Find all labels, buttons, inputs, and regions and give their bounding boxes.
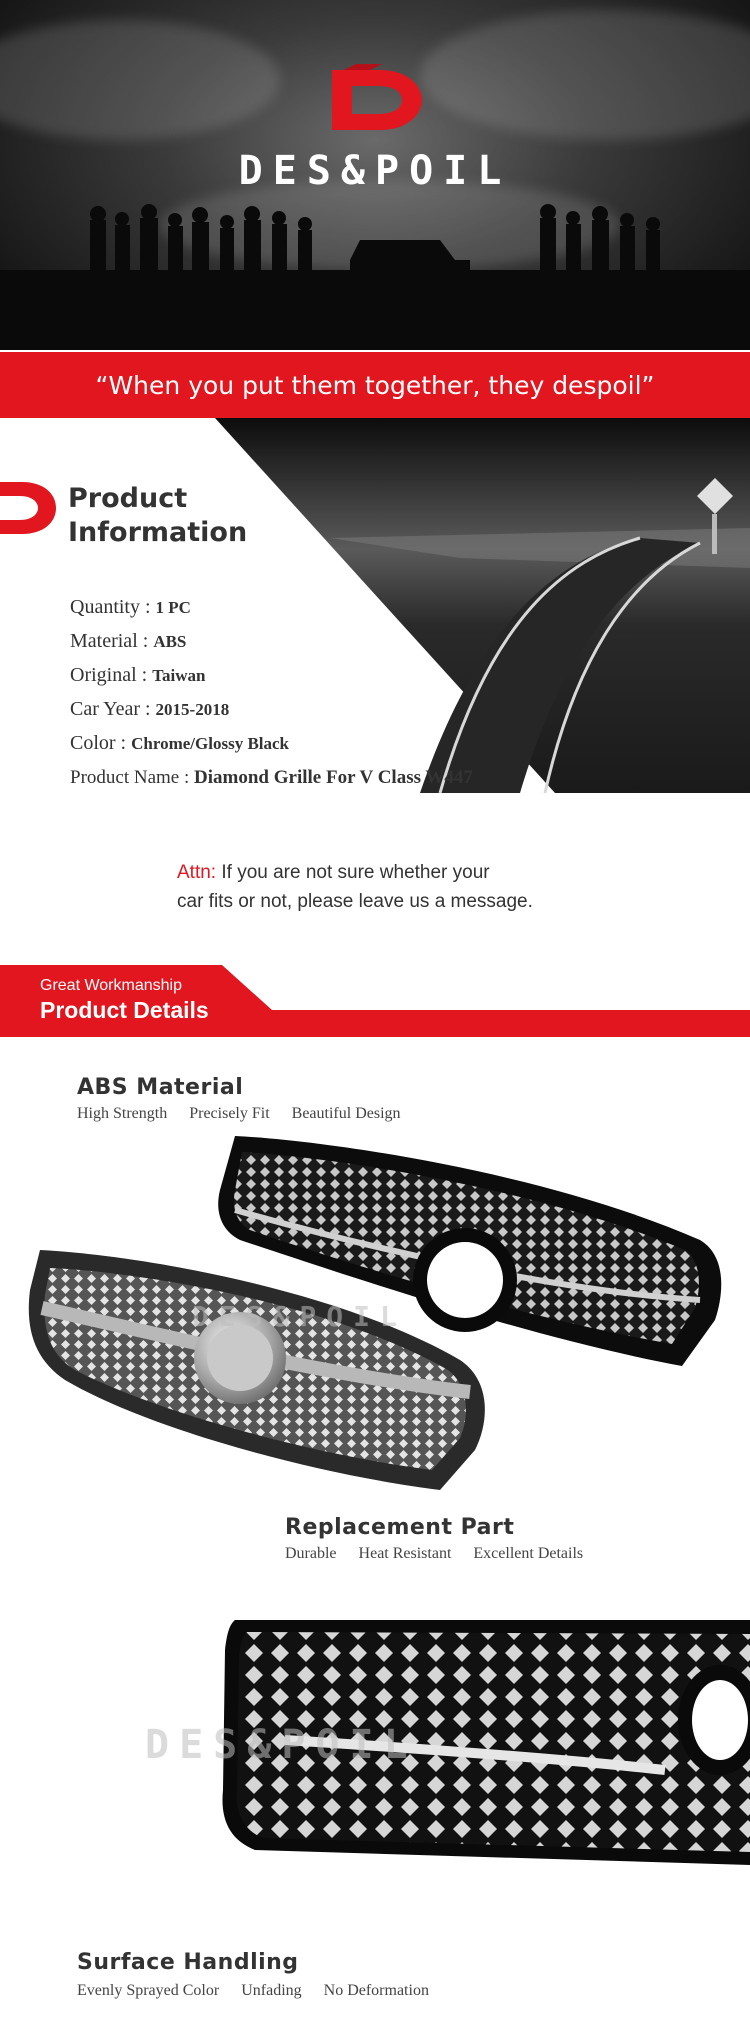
cloud: [420, 10, 750, 140]
brand-d-small-icon: [0, 476, 58, 540]
spec-original: [70, 664, 473, 698]
feature-subtitle-replacement: [285, 1545, 605, 1563]
product-info-title: [68, 482, 247, 550]
feature-item: Heat Resistant: [358, 1545, 452, 1562]
spec-key: Material :: [70, 630, 154, 652]
spec-value: Taiwan: [152, 666, 206, 685]
attn-line-2: car fits or not, please leave us a message.: [177, 891, 533, 912]
spec-value: 2015-2018: [155, 700, 230, 719]
watermark: DES&POIL: [145, 1722, 418, 1768]
title-line-1: Product: [68, 483, 188, 514]
spec-color: [70, 732, 473, 766]
spec-car-year: [70, 698, 473, 732]
banner-title: Product Details: [40, 997, 209, 1023]
spec-value: Chrome/Glossy Black: [131, 734, 290, 753]
watermark: DES&POIL: [192, 1300, 407, 1333]
spec-value: Diamond Grille For V Class W447: [194, 767, 473, 788]
spec-product-name: [70, 766, 473, 793]
spec-key: Quantity :: [70, 596, 156, 618]
banner-subtitle: Great Workmanship: [40, 977, 182, 994]
attention-note: [177, 858, 533, 916]
hero-banner: [0, 0, 750, 350]
feature-title-surface: Surface Handling: [77, 1950, 299, 1975]
spec-value: ABS: [153, 632, 187, 651]
title-line-2: Information: [68, 517, 248, 548]
feature-subtitle-abs: [77, 1105, 423, 1123]
feature-item: Beautiful Design: [291, 1105, 401, 1122]
feature-title-abs: ABS Material: [77, 1075, 244, 1100]
spec-key: Car Year :: [70, 698, 156, 720]
feature-item: Excellent Details: [473, 1545, 584, 1562]
spec-quantity: [70, 596, 473, 630]
product-info-section: [0, 418, 750, 793]
tagline: “When you put them together, they despoil”: [95, 370, 655, 400]
feature-item: No Deformation: [323, 1982, 429, 1999]
feature-item: Evenly Sprayed Color: [77, 1982, 220, 1999]
feature-item: Unfading: [241, 1982, 302, 1999]
attn-line-1: If you are not sure whether your: [216, 862, 490, 883]
spec-key: Original :: [70, 664, 153, 686]
product-details-banner: [0, 965, 750, 1037]
tagline-bar: [0, 352, 750, 418]
spec-list: [70, 596, 473, 793]
hero-ground: [0, 270, 750, 350]
feature-subtitle-surface: [77, 1982, 451, 2000]
feature-item: Durable: [285, 1545, 337, 1562]
cloud: [0, 20, 280, 140]
spec-material: [70, 630, 473, 664]
attn-label: Attn:: [177, 862, 217, 883]
spec-key: Color :: [70, 732, 132, 754]
feature-item: Precisely Fit: [189, 1105, 270, 1122]
spec-value: 1 PC: [155, 598, 191, 617]
spec-key: Product Name :: [70, 767, 195, 788]
brand-d-logo-icon: [322, 64, 426, 136]
brand-name: DES&POIL: [238, 148, 512, 194]
feature-title-replacement: Replacement Part: [285, 1515, 515, 1540]
feature-item: High Strength: [77, 1105, 168, 1122]
